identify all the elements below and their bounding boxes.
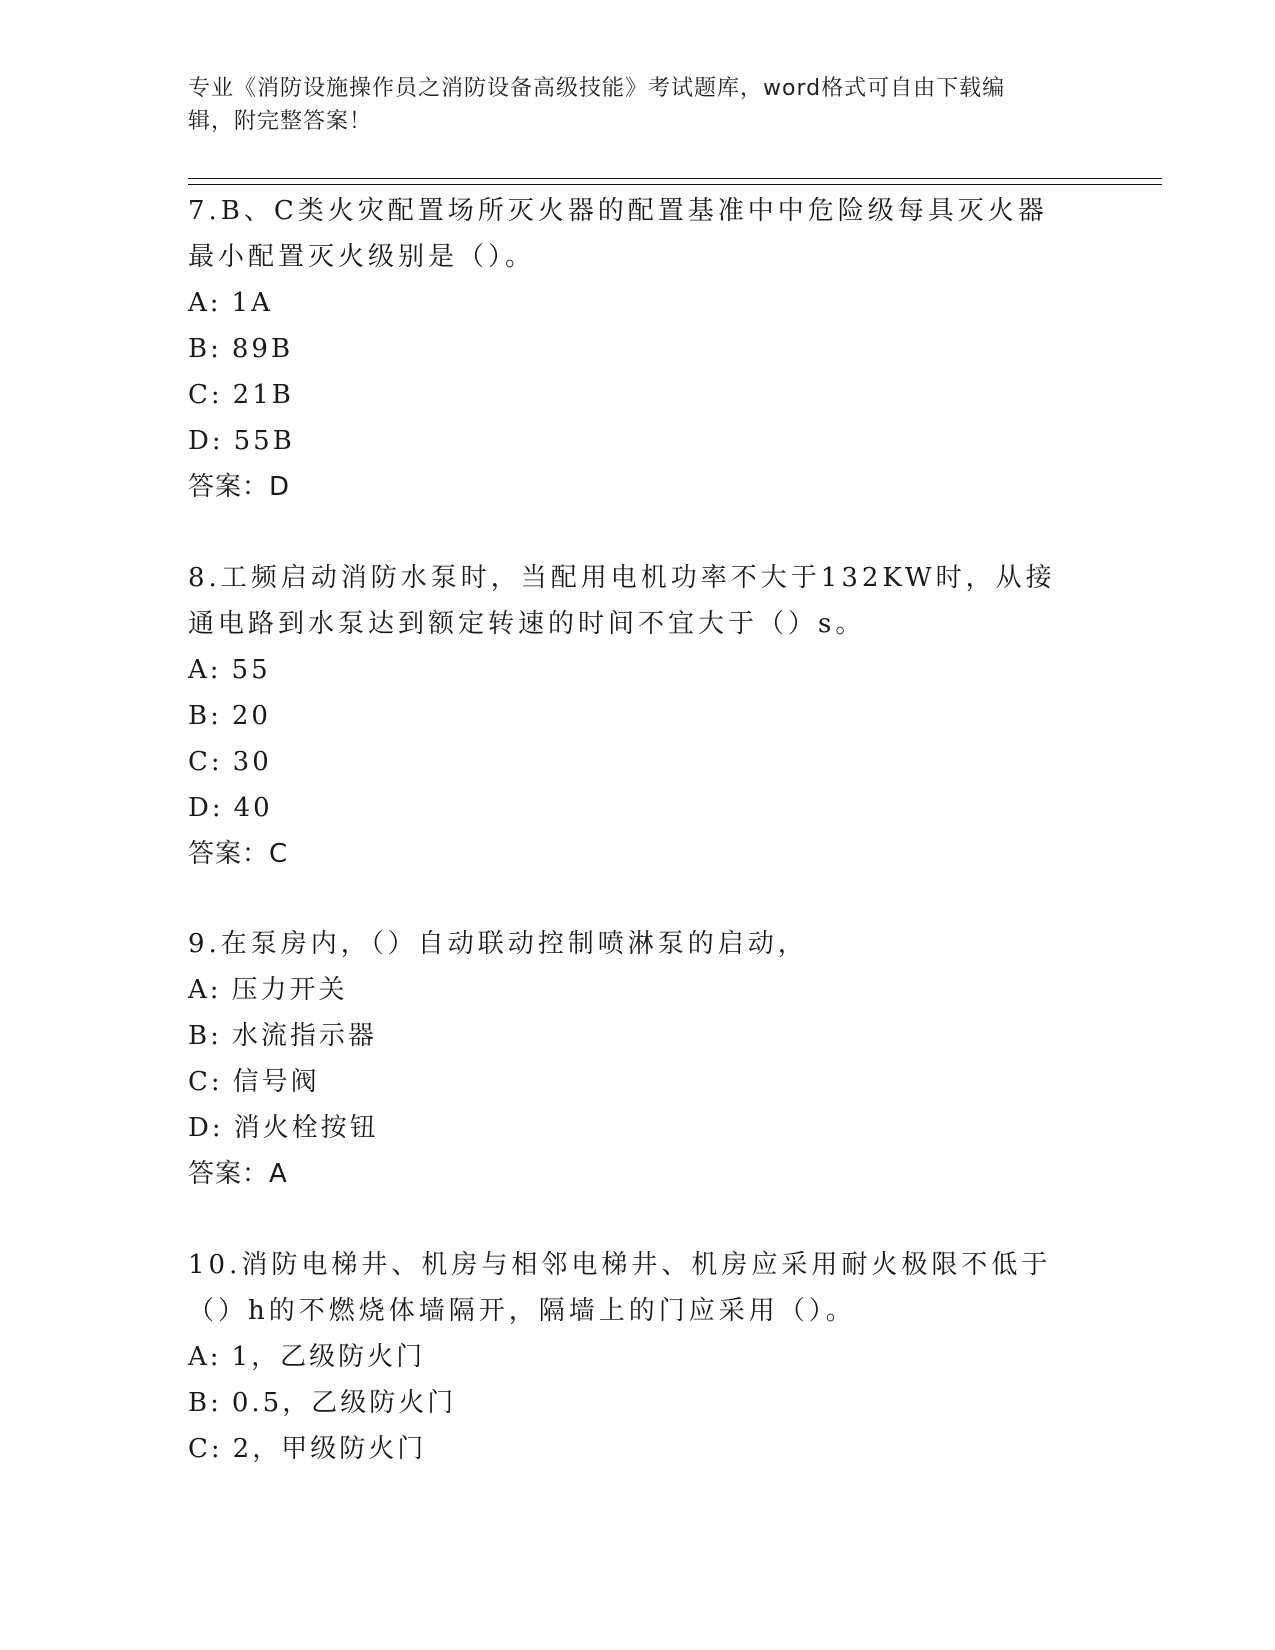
header-line-2: 辑，附完整答案！ (188, 109, 373, 134)
question-9 (188, 921, 1068, 1197)
option-c (188, 372, 1068, 418)
option-a (188, 1334, 1068, 1380)
question-7 (188, 188, 1068, 510)
answer-line: 答案：D (188, 472, 291, 502)
option-a (188, 280, 1068, 326)
option-a (188, 647, 1068, 693)
option-key: D: (188, 793, 224, 823)
option-text: 20 (231, 701, 271, 731)
header-line-1: 专业《消防设施操作员之消防设备高级技能》考试题库，word格式可自由下载编 (188, 76, 1006, 101)
option-text: 0.5，乙级防火门 (231, 1388, 457, 1418)
option-key: D: (188, 426, 224, 456)
option-text: 压力开关 (231, 975, 348, 1005)
option-b (188, 693, 1068, 739)
option-b (188, 1380, 1068, 1426)
question-stem: 10.消防电梯井、机房与相邻电梯井、机房应采用耐火极限不低于（）h的不燃烧体墙隔开，隔墙上的门应采用（）。 (188, 1250, 1052, 1326)
option-text: 2，甲级防火门 (232, 1434, 427, 1464)
question-8 (188, 555, 1068, 877)
option-text: 55B (233, 426, 295, 456)
option-text: 89B (231, 334, 294, 364)
option-key: A: (188, 288, 222, 318)
question-stem: 8.工频启动消防水泵时，当配用电机功率不大于132KW时，从接通电路到水泵达到额定转速的时间不宜大于（）s。 (188, 563, 1056, 639)
option-key: A: (188, 655, 222, 685)
option-text: 30 (232, 747, 272, 777)
option-key: C: (188, 747, 223, 777)
option-text: 21B (232, 380, 294, 410)
option-c (188, 1426, 1068, 1472)
option-key: C: (188, 1434, 223, 1464)
option-text: 40 (233, 793, 273, 823)
answer-line: 答案：C (188, 839, 289, 869)
option-key: B: (188, 334, 222, 364)
option-text: 信号阀 (232, 1067, 320, 1097)
option-d (188, 785, 1068, 831)
answer-line: 答案：A (188, 1159, 288, 1189)
option-d (188, 418, 1068, 464)
header-divider-bottom (188, 184, 1162, 185)
option-c (188, 1059, 1068, 1105)
document-header (188, 72, 1078, 138)
option-d (188, 1105, 1068, 1151)
option-key: B: (188, 701, 222, 731)
option-key: A: (188, 1342, 222, 1372)
option-key: B: (188, 1388, 222, 1418)
option-text: 水流指示器 (231, 1021, 377, 1051)
option-text: 消火栓按钮 (233, 1113, 379, 1143)
option-key: A: (188, 975, 222, 1005)
option-b (188, 1013, 1068, 1059)
option-key: B: (188, 1021, 222, 1051)
question-stem: 9.在泵房内，（）自动联动控制喷淋泵的启动， (188, 929, 808, 959)
option-text: 1A (231, 288, 273, 318)
option-a (188, 967, 1068, 1013)
question-stem: 7.B、C类火灾配置场所灭火器的配置基准中中危险级每具灭火器最小配置灭火级别是（）。 (188, 196, 1048, 272)
option-key: D: (188, 1113, 224, 1143)
option-b (188, 326, 1068, 372)
question-10 (188, 1242, 1068, 1472)
option-text: 1，乙级防火门 (231, 1342, 426, 1372)
option-text: 55 (231, 655, 271, 685)
option-c (188, 739, 1068, 785)
option-key: C: (188, 1067, 223, 1097)
option-key: C: (188, 380, 223, 410)
header-divider-top (188, 178, 1162, 179)
